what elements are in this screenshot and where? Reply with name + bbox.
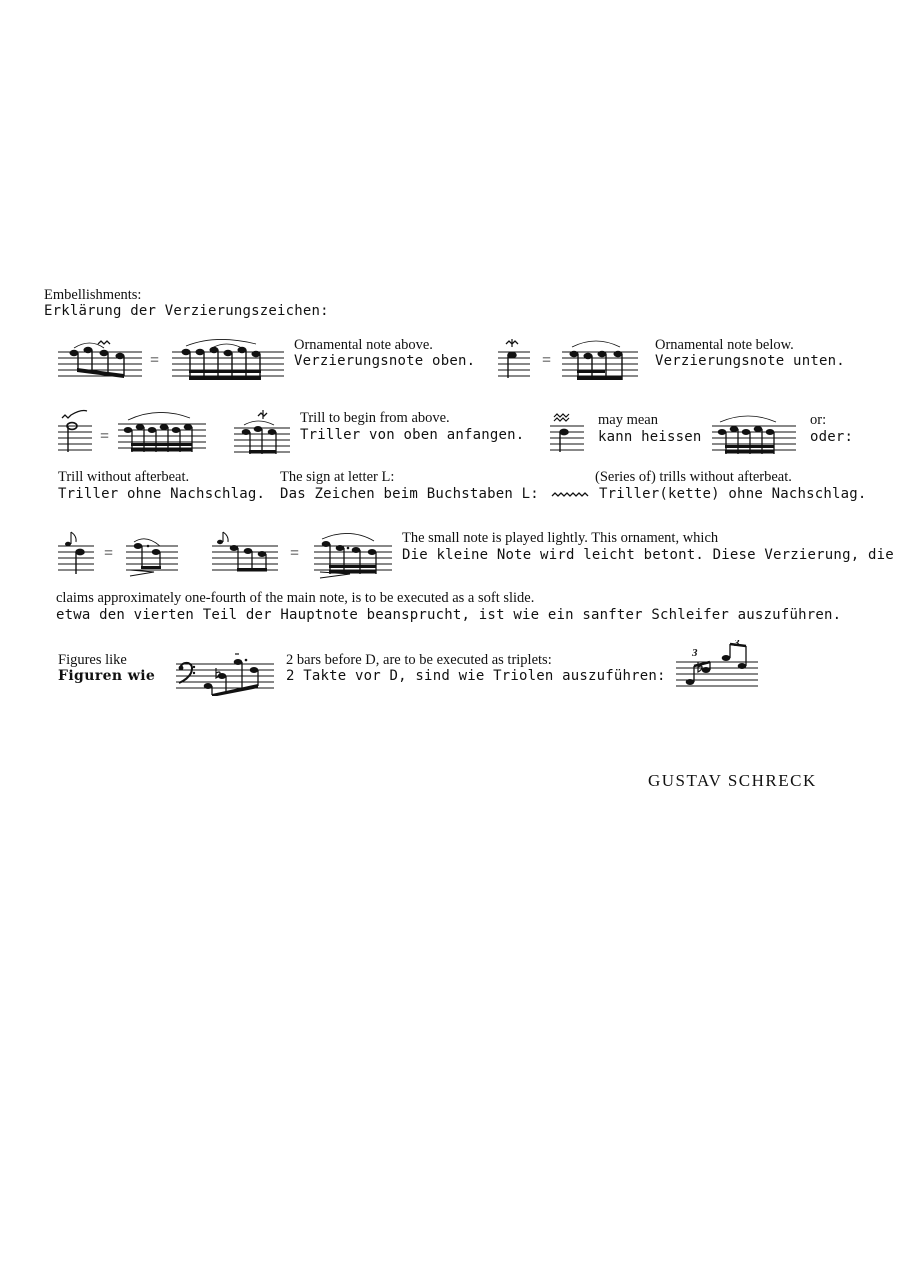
author-name: GUSTAV SCHRECK [648, 771, 817, 790]
sign-letter-l-de: Das Zeichen beim Buchstaben L: [280, 486, 539, 502]
ornament-below-de: Verzierungsnote unten. [655, 353, 845, 369]
equals-sign: = [150, 352, 160, 369]
music-example-trill-realized [118, 408, 206, 456]
equals-sign: = [104, 545, 114, 562]
trill-no-afterbeat-en: Trill without afterbeat. [58, 469, 190, 485]
triplet-mark: 3 [692, 647, 698, 659]
trill-from-above-de: Triller von oben anfangen. [300, 427, 525, 443]
may-mean-de: kann heissen [598, 429, 702, 445]
music-example-turn-realized [712, 412, 796, 458]
ornament-above-de: Verzierungsnote oben. [294, 353, 476, 369]
music-example-appoggiatura [58, 530, 94, 578]
music-example-trill-from-above [234, 410, 290, 458]
may-mean-en: may mean [598, 412, 658, 428]
music-example-bass-figure [176, 648, 274, 696]
ornament-below-en: Ornamental note below. [655, 337, 794, 353]
triplet-mark: 3 [734, 640, 740, 649]
music-example-mordent-below [498, 338, 530, 382]
music-example-turn-sign [550, 412, 584, 456]
heading-en: Embellishments: [44, 287, 142, 303]
music-example-appoggiatura-realized [126, 532, 178, 582]
wavy-line-icon [551, 490, 591, 500]
heading-de: Erklärung der Verzierungszeichen: [44, 303, 329, 319]
figures-like-en: Figures like [58, 652, 127, 668]
small-note-de: Die kleine Note wird leicht betont. Diese Verzierung, die [402, 547, 894, 563]
series-trills-en: (Series of) trills without afterbeat. [595, 469, 792, 485]
slide-description-en: claims approximately one-fourth of the main note, is to be executed as a soft slide. [56, 590, 535, 606]
trill-no-afterbeat-de: Triller ohne Nachschlag. [58, 486, 266, 502]
two-bars-en: 2 bars before D, are to be executed as triplets: [286, 652, 552, 668]
music-example-mordent-above [58, 338, 142, 384]
or-en: or: [810, 412, 827, 428]
small-note-en: The small note is played lightly. This ornament, which [402, 530, 719, 546]
music-example-triplets [676, 640, 758, 692]
music-example-mordent-realized [172, 336, 284, 384]
music-example-slide [212, 530, 278, 578]
or-de: oder: [810, 429, 854, 445]
two-bars-de: 2 Takte vor D, sind wie Triolen auszuführen: [286, 668, 666, 684]
trill-from-above-en: Trill to begin from above. [300, 410, 450, 426]
sign-letter-l-en: The sign at letter L: [280, 469, 395, 485]
equals-sign: = [542, 352, 552, 369]
ornament-above-en: Ornamental note above. [294, 337, 433, 353]
music-example-slide-realized [314, 530, 392, 582]
music-example-mordent-below-realized [562, 336, 638, 384]
slide-description-de: etwa den vierten Teil der Hauptnote beansprucht, ist wie ein sanfter Schleifer auszuführen. [56, 607, 842, 623]
music-example-trill-sign [58, 406, 92, 458]
series-trills-de: Triller(kette) ohne Nachschlag. [599, 486, 867, 502]
figures-like-de: Figuren wie [58, 668, 156, 684]
bass-clef-icon [179, 663, 196, 683]
equals-sign: = [100, 428, 110, 445]
equals-sign: = [290, 545, 300, 562]
